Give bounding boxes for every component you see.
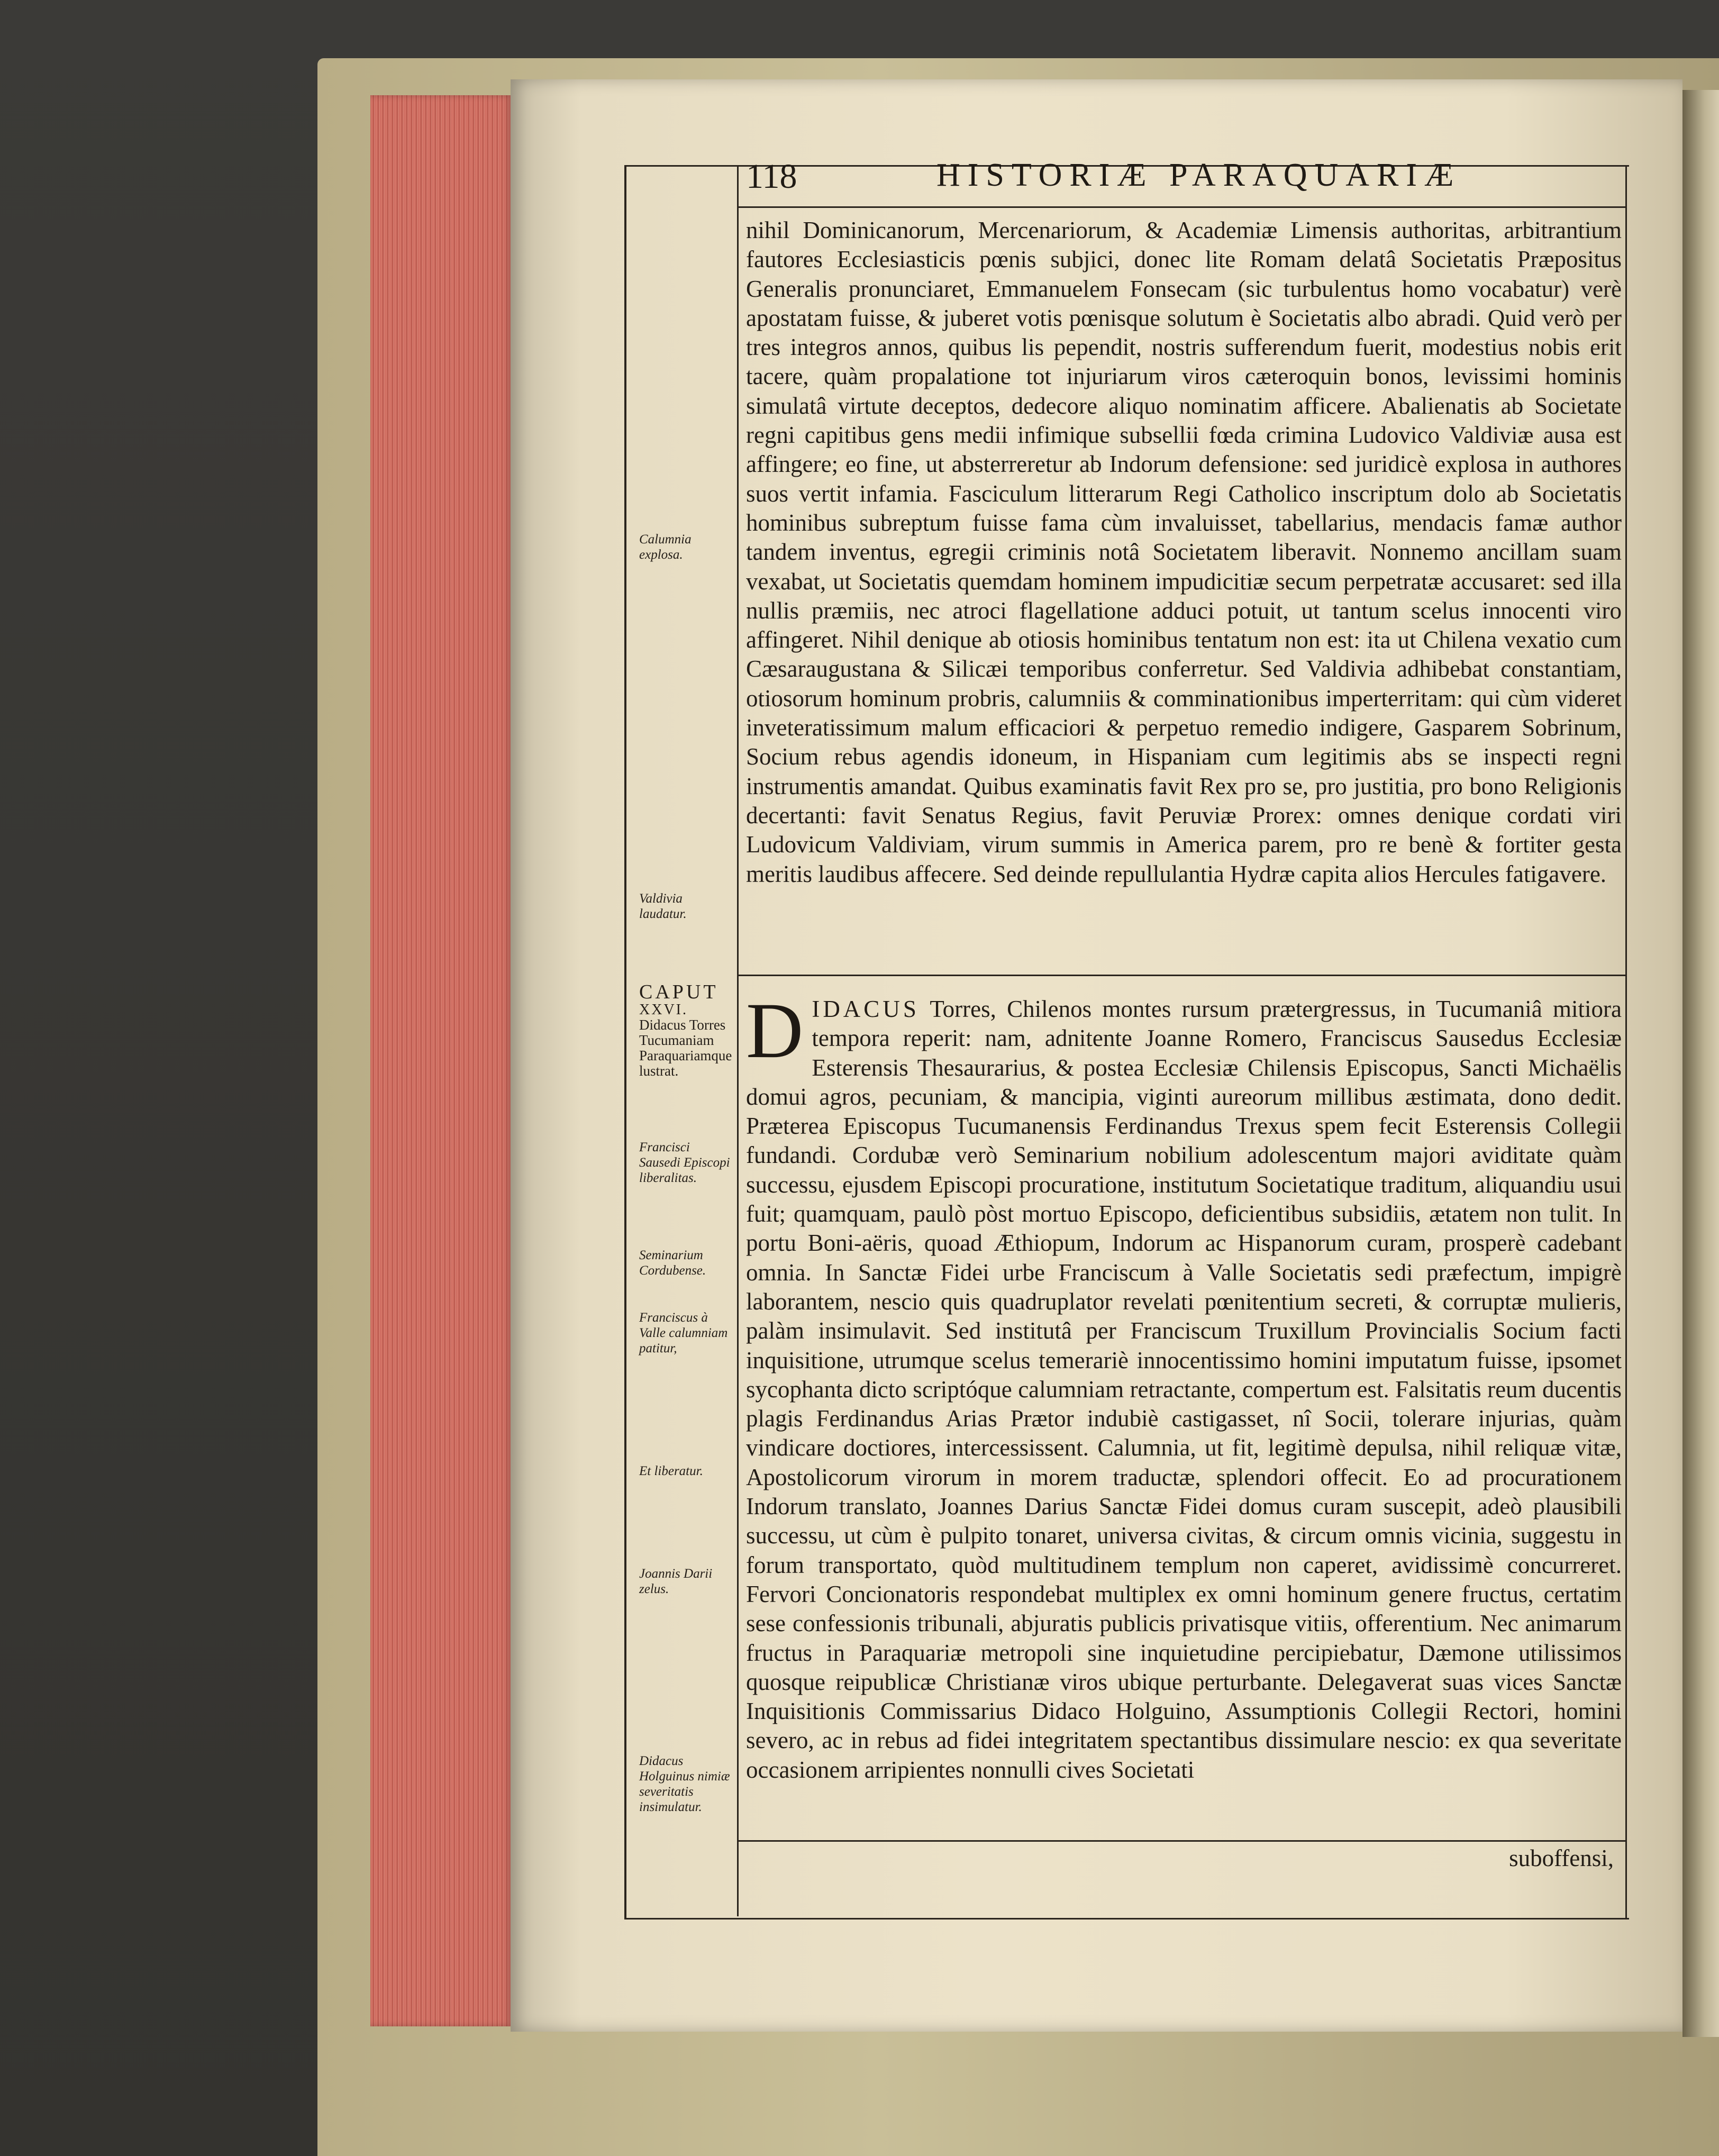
red-page-edges <box>370 95 513 2026</box>
chapter-label: CAPUT <box>639 981 718 1003</box>
section-rule <box>737 975 1626 976</box>
marginal-note-liberatur: Et liberatur. <box>639 1464 703 1478</box>
page-header <box>746 157 1619 204</box>
marginal-note-valdivia: Valdivia laudatur. <box>639 891 687 921</box>
lead-word: IDACUS <box>812 996 920 1022</box>
marginal-note-seminarium: Seminarium Cordubense. <box>639 1248 706 1278</box>
marginal-note-joannis: Joannis Darii zelus. <box>639 1567 713 1596</box>
marginal-note-calumnia: Calumnia explosa. <box>639 532 692 562</box>
marginal-note-francisci: Francisci Sausedi Episcopi liberalitas. <box>639 1140 730 1185</box>
facing-page-edge <box>1682 90 1719 2037</box>
running-title: HISTORIÆ PARAQUARIÆ <box>936 157 1461 193</box>
body-paragraph-1: nihil Dominicanorum, Mercenariorum, & Academiæ Limensis authoritas, arbitrantium fautores Ecclesiasticis pœnis subjici, donec lite Romam delatâ Societatis Præpositus Generalis pronunciaret, Emmanuelem Fonsecam (sic turbulentus homo vocabatur) verè apostatam fuisse, & juberet votis pœnisque solutum è Societatis albo abradi. Quid verò per tres integros annos, quibus lis pependit, nostris sufferendum fuerit, modestius nobis erit tacere, quàm propalatione tot injuriarum viros cæteroquin bonos, levissimi hominis simulatâ virtute deceptos, dedecore aliquo nominatim afficere. Abalienatis ab Societate regni capitibus gens medii infimique subsellii fœda crimina Ludovico Valdiviæ ausa est affingere; eo fine, ut absterreretur ab Indorum defensione: sed juridicè explosa in authores suos vertit infamia. Fasciculum litterarum Regi Catholico inscriptum dolo ab Societatis hominibus subreptum fuisse fama cùm invaluisset, tabellarius, mendacis famæ author tandem inventus, egregii criminis notâ Societatem liberavit. Nonnemo ancillam suam vexabat, ut Societatis quemdam hominem impudicitiæ secum perpetratæ accusaret: sed illa nullis præmiis, nec atroci flagellatione adduci potuit, ut tantum scelus innocenti viro affingeret. Nihil denique ab otiosis hominibus tentatum non est: ita ut Chilena vexatio cum Cæsaraugustana & Silicæi temporibus conferretur. Sed Valdivia adhibebat constantiam, otiosorum hominum probris, calumniis & comminationibus imperterritam: qui cùm videret inveteratissimum malum efficaciori & perpetuo remedio indigere, Gasparem Sobrinum, Socium rebus agendis idoneum, in Hispaniam cum legitimis abs se inspecti regni instrumentis amandat. Quibus examinatis favit Rex pro se, pro justitia, pro bono Religionis decertanti: favit Senatus Regius, favit Peruviæ Prorex: omnes denique cordati viri Ludovicum Valdiviam, virum summis in America parem, pro re benè & fortiter gesta meritis laudibus affecere. Sed deinde repullulantia Hydræ capita alios Hercules fatigavere. <box>746 217 1622 887</box>
header-rule <box>737 206 1626 208</box>
page-number: 118 <box>746 157 797 196</box>
margin-column-rule <box>737 165 739 1916</box>
body-paragraph-2 <box>746 987 1622 1785</box>
marginal-note-franciscus: Franciscus à Valle calumniam patitur, <box>639 1311 728 1356</box>
chapter-summary: Didacus Torres Tucumaniam Paraquariamque lustrat. <box>639 1017 732 1079</box>
catchword: suboffensi, <box>1509 1845 1614 1871</box>
chapter-marker <box>639 982 732 1079</box>
footer-rule <box>737 1840 1626 1842</box>
chapter-number: XXVI. <box>639 1002 688 1018</box>
body-paragraph-2-text: Torres, Chilenos montes rursum prætergressus, in Tucumaniâ mitiora tempora reperit: nam, adnitente Joanne Romero, Franciscus Sausedus Ecclesiæ Esterensis Thesaurarius, & postea Ecclesiæ Chilensis Episcopus, Sancti Michaëlis domui agros, pecuniam, & mancipia, viginti aureorum millibus æstimata, dono dedit. Præterea Episcopus Tucumanensis Ferdinandus Trexus spem fecit Esterensis Collegii fundandi. Cordubæ verò Seminarium nobilium adolescentum majori aviditate quàm successu, ejusdem Episcopi procuratione, institutum Societatique traditum, aliquandiu usui fuit; quamquam, paulò pòst mortuo Episcopo, deficientibus subsidiis, ætatem non tulit. In portu Boni-aëris, quoad Æthiopum, Indorum ac Hispanorum curam, prosperè cadebant omnia. In Sanctæ Fidei urbe Franciscum à Valle Societatis sedi præfectum, impigrè laborantem, nescio quis quadruplator revelati pœnitentium secreti, & corruptæ mulieris, palàm insimulavit. Sed institutâ per Franciscum Truxillum Provincialis Socium facti inquisitione, utrumque scelus temerariè innocentissimo homini imputatum fuisse, ipsomet sycophanta dicto scriptóque calumniam retractante, compertum est. Falsitatis reum ducentis plagis Ferdinandus Arias Prætor indubiè castigasset, nî Socii, tolerare injurias, quàm vindicare doctiores, intercessissent. Calumnia, ut fit, legitimè depulsa, nihil reliquæ vitæ, Apostolicorum virorum in morem traductæ, splendori offecit. Eo ad procurationem Indorum translato, Joannes Darius Sanctæ Fidei domus curam suscepit, adeò plausibili successu, ut cùm è pulpito tonaret, universa civitas, & circum omnis vicinia, suggestu in forum transportato, quòd multitudinem templum non caperet, avidissimè concurreret. Fervori Concionatoris respondebat multiplex ex omni hominum genere fructus, certatim sese confessionis tribunali, abjuratis publicis privatisque vitiis, offerentium. Nec animarum fructus in Paraquariæ metropoli sine inquietudine percipiebatur, Dæmone utilissimos quosque reipublicæ Christianæ viros ubique perturbante. Delegaverat suas vices Sanctæ Inquisitionis Commissarius Didaco Holguino, Assumptionis Collegii Rectori, homini severo, ac in rebus ad fidei integritatem spectantibus dissimulare nescio: ex qua severitate occasionem arripientes nonnulli cives Societati <box>746 996 1622 1783</box>
right-frame-rule <box>1625 165 1627 1919</box>
marginal-note-didacus: Didacus Holguinus nimiæ severitatis insimulatur. <box>639 1754 730 1814</box>
drop-capital: D <box>746 987 804 1075</box>
